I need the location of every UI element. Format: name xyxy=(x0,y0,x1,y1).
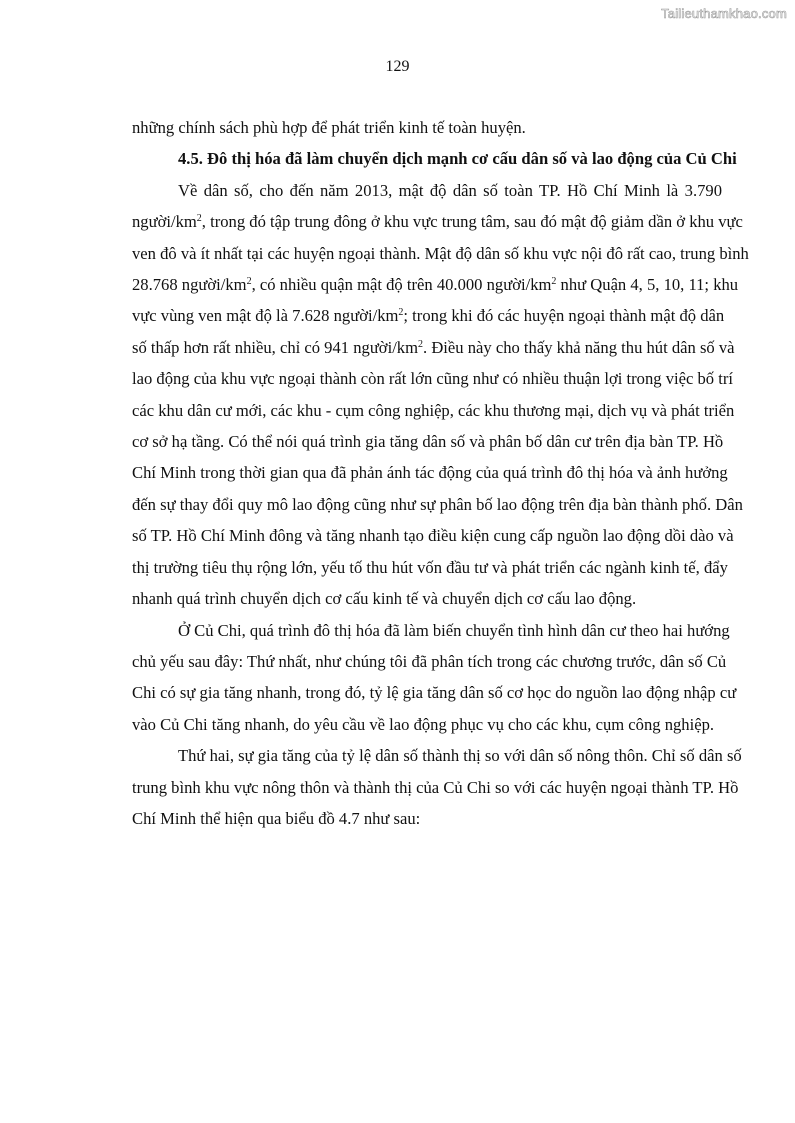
text-fragment: . Điều này cho thấy khả năng thu hút dân số và xyxy=(423,337,735,357)
paragraph-line: trung bình khu vực nông thôn và thành thị của Củ Chi so với các huyện ngoại thành TP. Hồ xyxy=(132,777,739,797)
paragraph-line: nhanh quá trình chuyển dịch cơ cấu kinh tế và chuyển dịch cơ cấu lao động. xyxy=(132,589,637,609)
paragraph-line xyxy=(132,206,743,237)
paragraph-line: Chí Minh thể hiện qua biểu đồ 4.7 như sau: xyxy=(132,808,421,828)
text-fragment: , có nhiều quận mật độ trên 40.000 người/km xyxy=(251,275,552,295)
paragraph-line: Chí Minh trong thời gian qua đã phản ánh tác động của quá trình đô thị hóa và ảnh hưởng xyxy=(132,463,728,483)
text-fragment: , trong đó tập trung đông ở khu vực trung tâm, sau đó mật độ giảm dần ở khu vực xyxy=(201,212,743,232)
paragraph-line: đến sự thay đổi quy mô lao động cũng như sự phân bố lao động trên địa bàn thành phố. Dân xyxy=(132,494,743,514)
superscript: 2 xyxy=(246,276,252,288)
watermark: Tailieuthamkhao.com xyxy=(661,6,787,21)
paragraph-line: vào Củ Chi tăng nhanh, do yêu cầu về lao động phục vụ cho các khu, cụm công nghiệp. xyxy=(132,714,715,734)
paragraph-line: Chi có sự gia tăng nhanh, trong đó, tỷ lệ gia tăng dân số cơ học do nguồn lao động nhập cư xyxy=(132,683,737,703)
paragraph-line: chủ yếu sau đây: Thứ nhất, như chúng tôi đã phân tích trong các chương trước, dân số Củ xyxy=(132,651,727,671)
paragraph-line: Về dân số, cho đến năm 2013, mật độ dân số toàn TP. Hồ Chí Minh là 3.790 xyxy=(178,180,722,200)
text-fragment: vực vùng ven mật độ là 7.628 người/km xyxy=(132,306,399,326)
text-fragment: người/km xyxy=(132,212,197,232)
paragraph-line: cơ sở hạ tầng. Có thể nói quá trình gia tăng dân số và phân bố dân cư trên địa bàn TP. Hồ xyxy=(132,432,724,452)
page-number: 129 xyxy=(385,58,410,75)
paragraph-line xyxy=(132,300,725,331)
superscript: 2 xyxy=(398,307,404,319)
paragraph-line: ven đô và ít nhất tại các huyện ngoại thành. Mật độ dân số khu vực nội đô rất cao, trung bình xyxy=(132,243,749,263)
paragraph-line: những chính sách phù hợp để phát triển kinh tế toàn huyện. xyxy=(132,118,526,137)
superscript: 2 xyxy=(418,338,424,350)
text-fragment: ; trong khi đó các huyện ngoại thành mật độ dân xyxy=(403,306,725,326)
superscript: 2 xyxy=(551,276,557,288)
text-fragment: như Quận 4, 5, 10, 11; khu xyxy=(556,275,739,295)
paragraph-line xyxy=(132,332,735,363)
section-heading: 4.5. Đô thị hóa đã làm chuyển dịch mạnh cơ cấu dân số và lao động của Củ Chi xyxy=(178,149,737,169)
document-body xyxy=(132,112,749,834)
paragraph-line: các khu dân cư mới, các khu - cụm công nghiệp, các khu thương mại, dịch vụ và phát triển xyxy=(132,400,735,420)
paragraph-line: số TP. Hồ Chí Minh đông và tăng nhanh tạo điều kiện cung cấp nguồn lao động dồi dào và xyxy=(132,526,734,546)
superscript: 2 xyxy=(196,213,202,225)
text-fragment: số thấp hơn rất nhiều, chỉ có 941 người/km xyxy=(132,337,419,357)
paragraph-line xyxy=(132,269,739,300)
text-fragment: 28.768 người/km xyxy=(132,275,247,295)
paragraph-line: Ở Củ Chi, quá trình đô thị hóa đã làm biến chuyển tình hình dân cư theo hai hướng xyxy=(178,620,730,640)
paragraph-line: thị trường tiêu thụ rộng lớn, yếu tố thu hút vốn đầu tư và phát triển các ngành kinh tế, đẩy xyxy=(132,557,728,577)
paragraph-line: lao động của khu vực ngoại thành còn rất lớn cũng như có nhiều thuận lợi trong việc bố trí xyxy=(132,369,733,389)
paragraph-line: Thứ hai, sự gia tăng của tỷ lệ dân số thành thị so với dân số nông thôn. Chỉ số dân số xyxy=(178,746,742,766)
